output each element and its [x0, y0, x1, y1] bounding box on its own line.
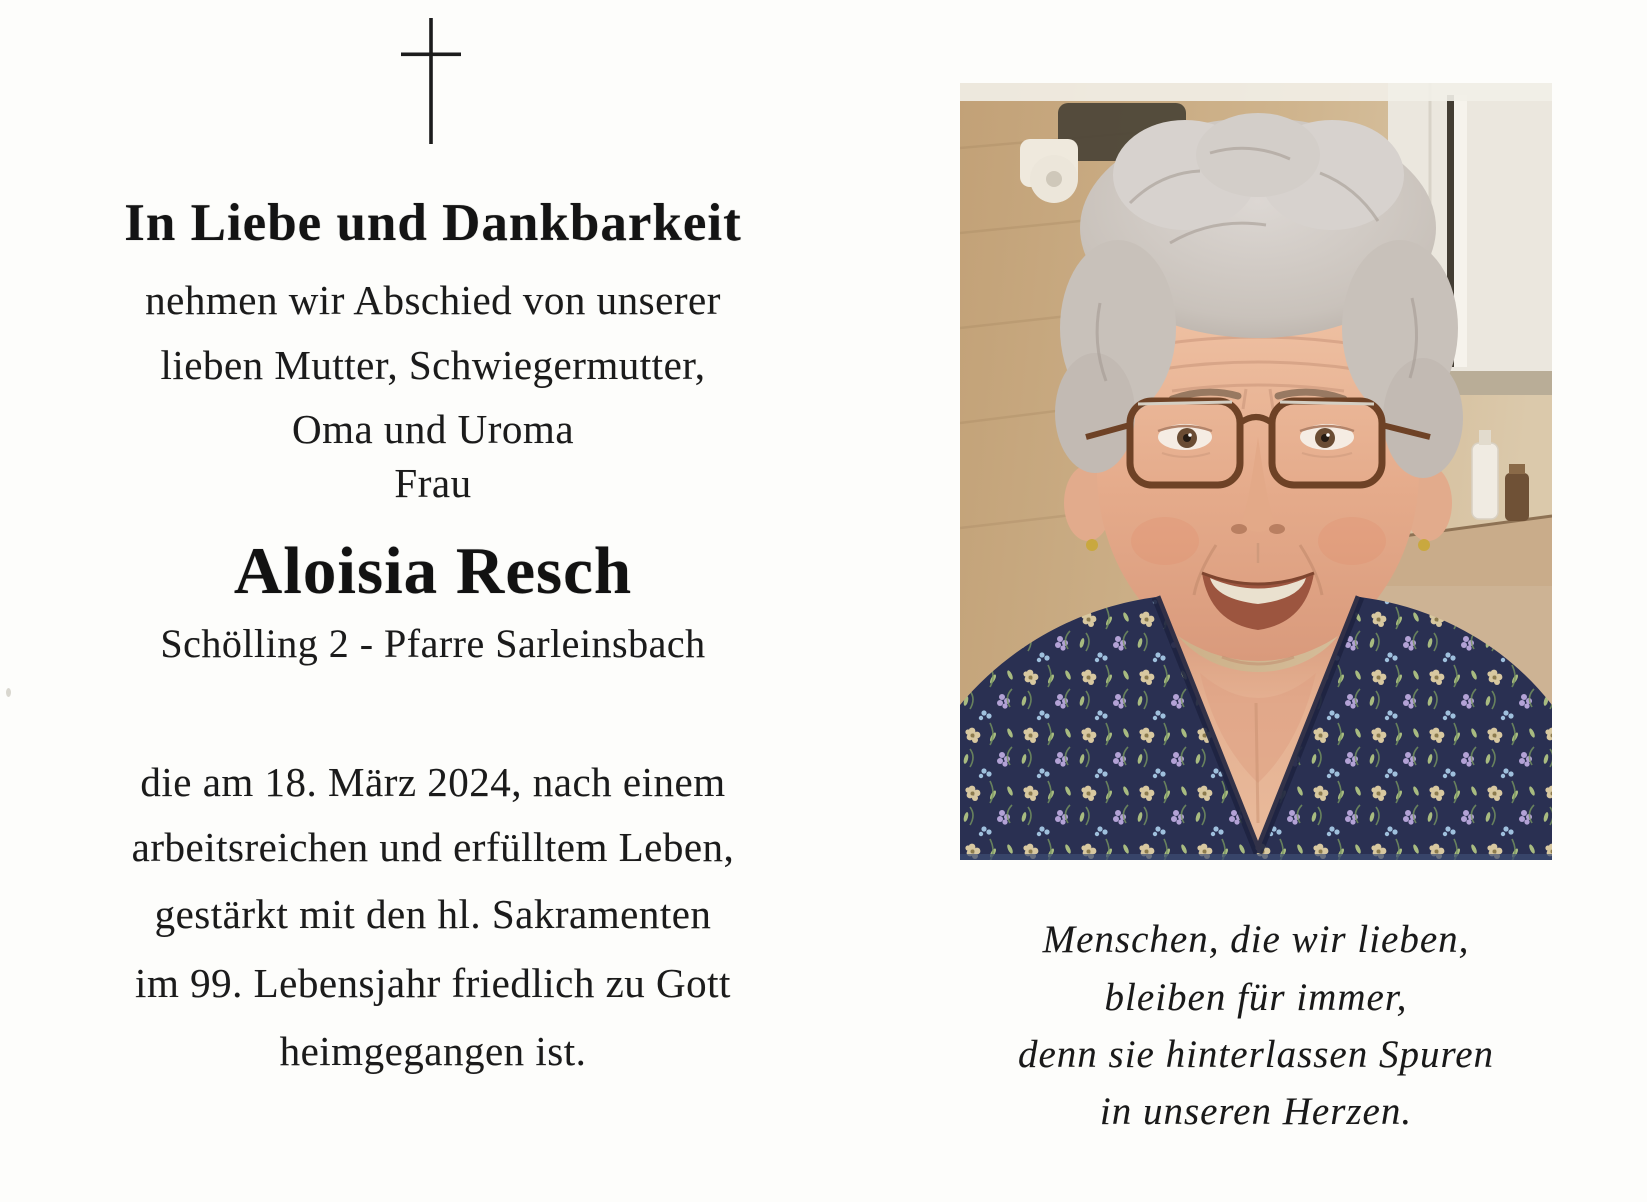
earring — [1086, 539, 1098, 551]
latin-cross-icon — [398, 14, 464, 148]
obituary-line: heimgegangen ist. — [279, 1028, 587, 1074]
intro-line: Oma und Uroma — [291, 406, 575, 452]
earring — [1418, 539, 1430, 551]
obituary-line: gestärkt mit den hl. Sakramenten — [154, 891, 712, 937]
obituary-line: die am 18. März 2024, nach einem — [140, 759, 726, 805]
obituary-line: im 99. Lebensjahr friedlich zu Gott — [135, 960, 731, 1006]
intro-line: Frau — [394, 460, 472, 506]
quote-line: bleiben für immer, — [1104, 976, 1408, 1019]
memorial-heading: In Liebe und Dankbarkeit — [124, 194, 742, 252]
portrait-photo-illustration — [960, 83, 1552, 860]
scan-speck — [6, 688, 11, 697]
portrait-photo — [960, 83, 1552, 860]
obituary-line: arbeitsreichen und erfülltem Leben, — [131, 824, 735, 870]
intro-line: lieben Mutter, Schwiegermutter, — [160, 342, 706, 388]
deceased-name: Aloisia Resch — [233, 534, 633, 608]
intro-line: nehmen wir Abschied von unserer — [145, 277, 721, 323]
quote-line: Menschen, die wir lieben, — [1042, 918, 1470, 961]
deceased-address: Schölling 2 - Pfarre Sarleinsbach — [160, 621, 706, 666]
quote-line: in unseren Herzen. — [1099, 1090, 1413, 1133]
quote-line: denn sie hinterlassen Spuren — [1017, 1033, 1495, 1076]
